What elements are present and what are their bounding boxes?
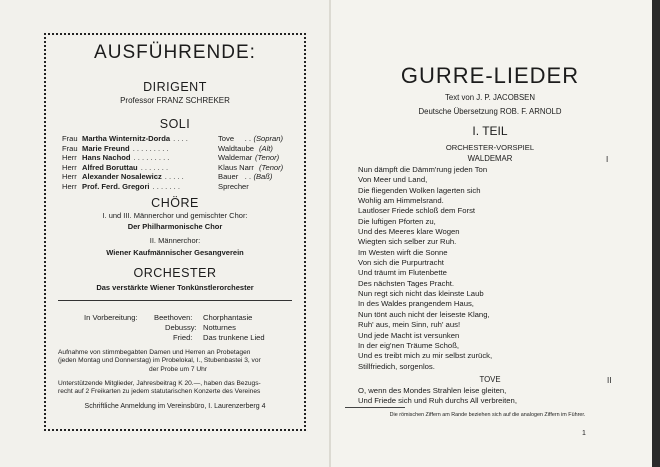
poem-line: Die luftigen Pforten zu,	[358, 216, 436, 226]
poem-tove	[358, 386, 517, 407]
soloist-role: Bauer	[218, 172, 239, 182]
text-credit: Text von J. P. JACOBSEN	[445, 93, 535, 102]
poem-line: Stillfriedich, sorgenlos.	[358, 361, 435, 371]
vorbereitung-work: Notturnes	[203, 323, 236, 332]
performers-title: AUSFÜHRENDE:	[94, 42, 256, 63]
vorbereitung-composer: Fried:	[173, 333, 193, 342]
leader-dots: . . . . . . .	[152, 182, 180, 191]
soloist-role: Sprecher	[218, 182, 249, 191]
leader-dots: . . . . . . . . .	[132, 143, 169, 153]
poem-line: Und Friede sich und Ruh durchs All verbreiten,	[358, 396, 517, 406]
poem-line: Und des Meeres klare Wogen	[358, 227, 460, 237]
poem-line: Nun regt sich nicht das kleinste Laub	[358, 289, 484, 299]
soloist-row	[62, 182, 249, 192]
poem-line: Wiegten sich selber zur Ruh.	[358, 237, 457, 247]
soloist-name: Hans Nachod	[82, 153, 131, 163]
vorbereitung-composer: Debussy:	[165, 323, 197, 332]
text-line: Unterstützende Mitglieder, Jahresbeitrag K 20.—, haben das Bezugs-	[58, 380, 261, 387]
dirigent-name: Professor FRANZ SCHREKER	[120, 96, 230, 105]
soloist-role: Klaus Narr	[218, 162, 254, 172]
voice-type: . . (Sopran)	[245, 134, 283, 143]
membership-notice	[58, 380, 298, 397]
poem-line: Von Meer und Land,	[358, 175, 428, 185]
poem-line: Und es treibt mich zu mir selbst zurück,	[358, 351, 493, 361]
speaker-tove: TOVE	[479, 375, 501, 384]
poem-line: O, wenn des Mondes Strahlen leise gleiten,	[358, 386, 507, 395]
prelude-heading: ORCHESTER-VORSPIEL	[445, 143, 535, 152]
divider-rule	[58, 300, 292, 301]
soli-heading: SOLI	[159, 117, 191, 131]
poem-line: Die fliegenden Wolken lagerten sich	[358, 185, 481, 195]
soloist-row	[62, 134, 283, 144]
page-fold	[329, 0, 331, 467]
scan-edge	[652, 0, 660, 467]
section-number: II	[607, 376, 612, 385]
choir-line-2: II. Männerchor:	[149, 236, 201, 245]
soloist-name: Prof. Ferd. Gregori	[82, 182, 150, 191]
poem-line: Des nächsten Tages Pracht.	[358, 278, 455, 288]
leader-dots: . . . .	[173, 134, 188, 143]
soloist-title: Herr	[62, 162, 77, 172]
soloist-role: Waldtaube	[218, 143, 255, 153]
soloist-name: Marie Freund	[82, 143, 130, 153]
soloist-row	[62, 153, 280, 163]
vorbereitung-work: Chorphantasie	[203, 313, 253, 322]
poem-line: Von sich die Purpurtracht	[358, 258, 444, 268]
choir-name-1: Der Philharmonische Chor	[127, 222, 223, 231]
leader-dots: . . . . . . . . .	[133, 153, 170, 163]
part-heading: I. TEIL	[472, 124, 508, 138]
soloist-title: Herr	[62, 153, 77, 163]
footnote-rule	[345, 407, 405, 408]
poem-line: Ruh' aus, mein Sinn, ruh' aus!	[358, 320, 461, 330]
footnote: Die römischen Ziffern am Rande beziehen sich auf die analogen Ziffern im Führer.	[389, 412, 586, 418]
choir-line-1: I. und III. Männerchor und gemischter Chor:	[102, 211, 248, 220]
voice-type: (Alt)	[259, 143, 273, 153]
poem-line: Lautloser Friede schloß dem Forst	[358, 206, 476, 216]
soloist-row	[62, 172, 273, 182]
voice-type: (Tenor)	[259, 162, 284, 172]
soloist-name: Alexander Nosalewicz	[82, 172, 162, 182]
section-number: I	[606, 155, 609, 164]
poem-waldemar	[358, 165, 492, 372]
dirigent-heading: DIRIGENT	[143, 80, 207, 94]
voice-type: (Tenor)	[255, 153, 280, 163]
poem-line: Nun dämpft die Dämm'rung jeden Ton	[358, 165, 488, 174]
soloist-role: Waldemar	[218, 153, 253, 163]
soloist-name: Martha Winternitz-Dorda	[82, 134, 171, 143]
poem-line: Nun tönt auch nicht der leiseste Klang,	[358, 309, 490, 319]
text-line: (jeden Montag und Donnerstag) im Probelokal, I., Stubenbastei 3, vor	[58, 357, 261, 365]
poem-line: Und jede Macht ist versunken	[358, 330, 460, 340]
soloist-row	[62, 162, 284, 173]
soloist-role: Tove	[218, 134, 235, 143]
choir-name-2: Wiener Kaufmännischer Gesangverein	[106, 248, 244, 257]
registration-notice: Schriftliche Anmeldung im Vereinsbüro, I. Laurenzerberg 4	[84, 403, 266, 410]
vorbereitung-work: Das trunkene Lied	[203, 333, 265, 342]
choere-heading: CHÖRE	[151, 196, 199, 210]
orchester-name: Das verstärkte Wiener Tonkünstlerorchester	[96, 283, 254, 292]
soloist-title: Herr	[62, 182, 77, 191]
rehearsal-notice	[58, 349, 298, 374]
soloist-title: Frau	[62, 134, 78, 143]
poem-line: Im Westen wirft die Sonne	[358, 247, 448, 257]
soloist-title: Frau	[62, 143, 78, 153]
poem-line: In des Waldes prangendem Haus,	[358, 299, 474, 309]
leader-dots: . . . . . . .	[140, 162, 169, 172]
soloist-row	[62, 143, 273, 154]
soloist-title: Herr	[62, 172, 77, 182]
voice-type: . . (Baß)	[245, 172, 273, 182]
vorbereitung-label: In Vorbereitung:	[84, 313, 138, 322]
poem-line: In der eig'nen Träume Schoß,	[358, 340, 460, 350]
soloist-name: Alfred Boruttau	[82, 162, 138, 172]
orchester-heading: ORCHESTER	[133, 266, 217, 280]
leader-dots: . . . . .	[164, 172, 184, 182]
translation-credit: Deutsche Übersetzung ROB. F. ARNOLD	[418, 107, 562, 116]
text-line: Aufnahme von stimmbegabten Damen und Herren an Probetagen	[58, 349, 251, 356]
poem-line: Und träumt im Flutenbette	[358, 268, 447, 278]
text-line: der Probe um 7 Uhr	[149, 365, 207, 373]
poem-line: Wohlig am Himmelsrand.	[358, 196, 444, 206]
work-title: GURRE-LIEDER	[400, 63, 580, 88]
vorbereitung-composer: Beethoven:	[154, 313, 193, 322]
text-line: recht auf 2 Freikarten zu jedem statutarischen Konzerte des Vereines	[58, 388, 261, 396]
page-number: 1	[582, 430, 586, 437]
speaker-waldemar: WALDEMAR	[467, 154, 513, 163]
